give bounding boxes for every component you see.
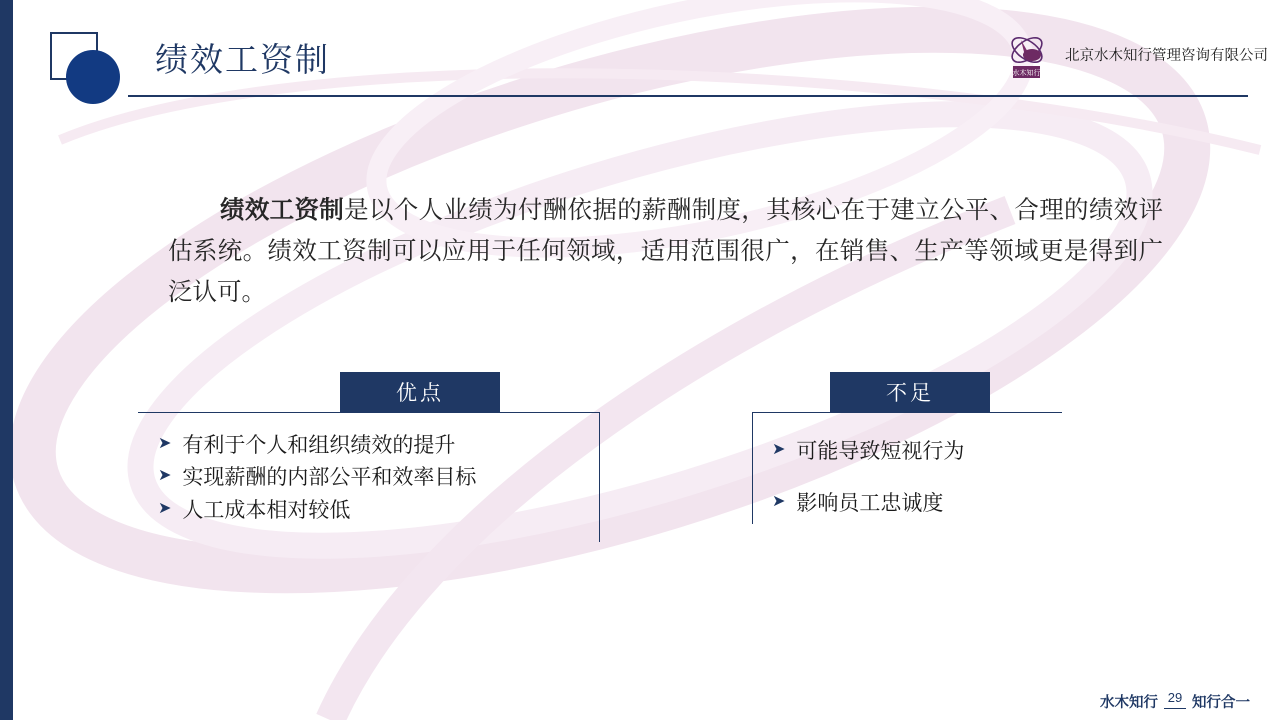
cons-column [690,372,1110,562]
footer-brand: 水木知行 [1100,695,1158,711]
arrow-bullet-icon: ➤ [158,499,172,517]
pros-bullet-list [158,422,476,525]
list-item [158,460,476,492]
list-item [772,476,964,528]
list-item [158,493,476,525]
cons-bullet-list [772,418,964,529]
intro-paragraph [168,190,1163,313]
arrow-bullet-icon: ➤ [158,435,172,452]
header-divider [128,95,1248,97]
cons-heading: 不足 [830,372,990,412]
arrow-bullet-icon: ➤ [158,467,172,485]
list-item-label: 有利于个人和组织绩效的提升 [182,434,456,457]
svg-text:水木知行: 水木知行 [1012,69,1041,77]
footer [1100,691,1250,712]
title-decor-circle [66,50,120,104]
list-item-label: 实现薪酬的内部公平和效率目标 [182,466,477,490]
page-title: 绩效工资制 [155,41,330,78]
intro-paragraph-rest: 是以个人业绩为付酬依据的薪酬制度，其核心在于建立公平、合理的绩效评估系统。绩效工资制可以应用于任何领域，适用范围很广，在销售、生产等领域更是得到广泛认可。 [168,197,1163,306]
list-item-label: 影响员工忠诚度 [796,492,944,516]
arrow-bullet-icon: ➤ [772,441,786,458]
list-item-label: 人工成本相对较低 [182,498,351,522]
orbit-logo-icon [999,26,1055,82]
intro-paragraph-lead: 绩效工资制 [220,197,345,224]
list-item [772,424,964,476]
company-logo-block [999,26,1268,82]
footer-slogan: 知行合一 [1192,695,1250,711]
pros-column [158,372,620,562]
left-accent-bar [0,0,13,720]
page-number: 29 [1167,690,1183,705]
list-item [158,428,476,460]
list-item-label: 可能导致短视行为 [796,440,965,463]
company-name: 北京水木知行管理咨询有限公司 [1065,47,1268,64]
page-number-underline [1164,708,1186,709]
arrow-bullet-icon: ➤ [772,493,786,511]
pros-heading: 优点 [340,372,500,412]
